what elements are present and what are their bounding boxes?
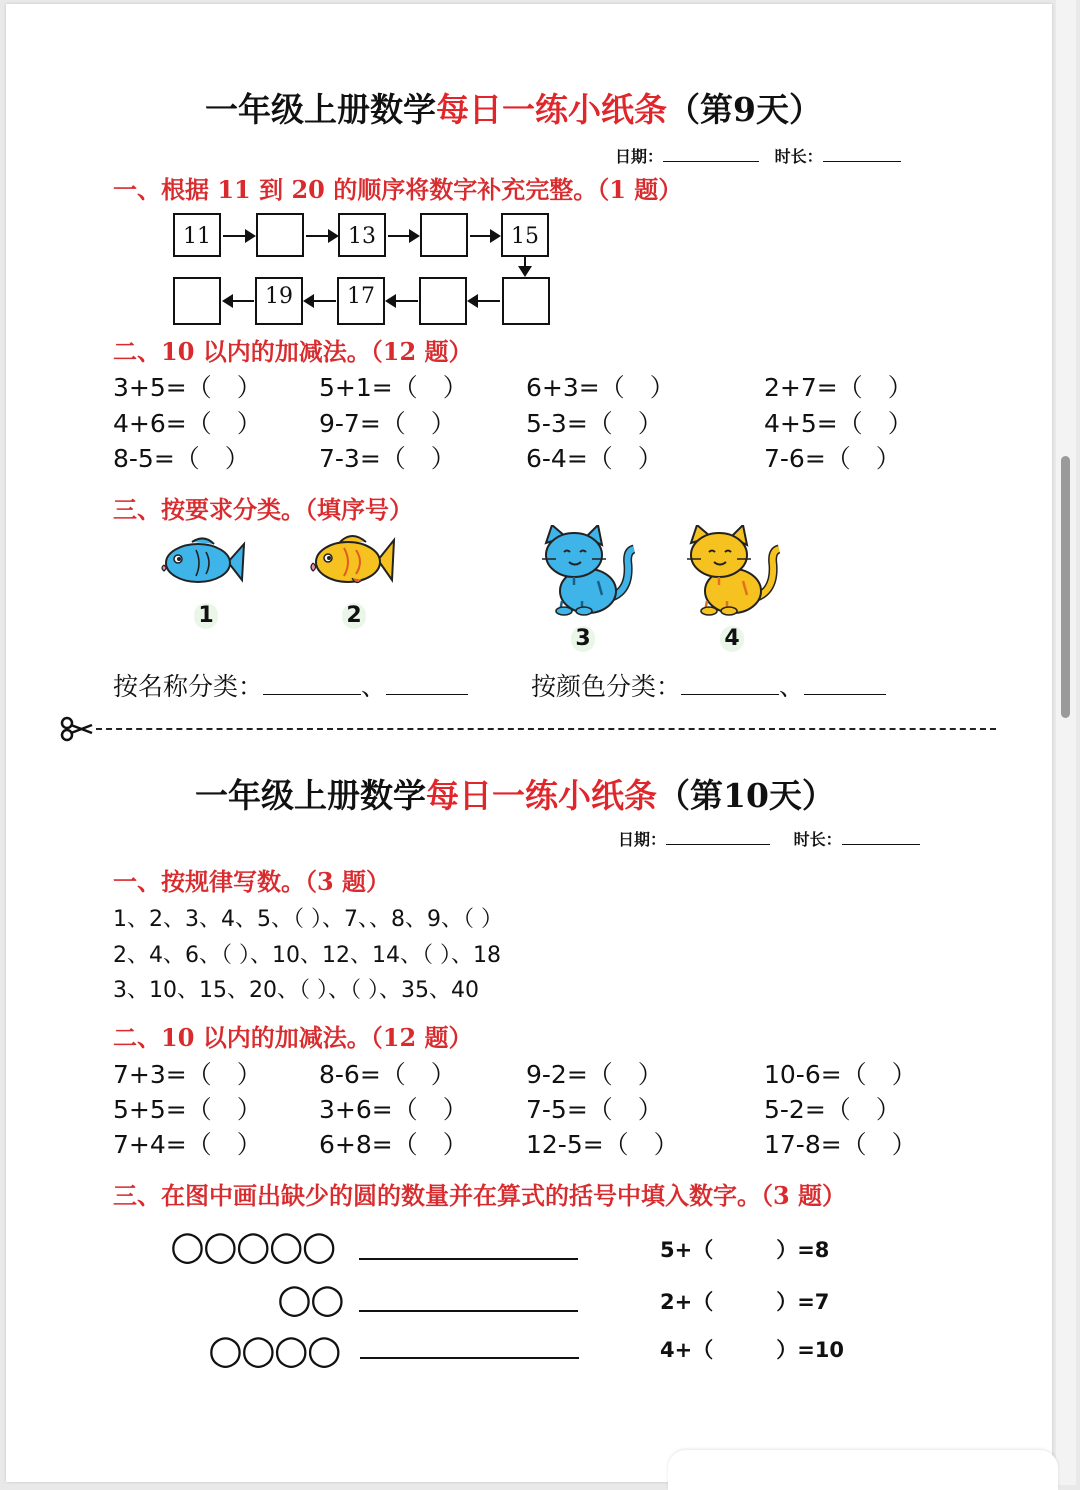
circle-row-2: ○○ xyxy=(277,1276,343,1322)
cut-line xyxy=(96,728,996,730)
title-red-part: 每日一练小纸条 xyxy=(436,90,667,129)
equation: 10-6=（ ） xyxy=(764,1060,917,1089)
arrow-left xyxy=(387,300,418,302)
classify-by-color xyxy=(531,667,886,703)
sequence-row: 3、10、15、20、（ ）、（ ）、35、40 xyxy=(113,978,479,1003)
chain-box-3: 13 xyxy=(338,213,386,257)
picture-number-2: 2 xyxy=(342,603,366,629)
blue-fish-icon xyxy=(158,532,246,592)
equation: 12-5=（ ） xyxy=(526,1130,679,1159)
equation: 5-3=（ ） xyxy=(526,409,663,438)
arrow-right xyxy=(306,235,337,237)
equation: 9-2=（ ） xyxy=(526,1060,663,1089)
title-day-part: （第9天） xyxy=(667,90,822,129)
day9-meta xyxy=(615,144,901,167)
sequence-row: 1、2、3、4、5、（ ）、7、、8、9、（ ） xyxy=(113,907,503,932)
title-black-part: 一年级上册数学 xyxy=(195,776,426,815)
classify-color-label: 按颜色分类： xyxy=(531,672,682,701)
arrow-right xyxy=(223,235,254,237)
arrow-left xyxy=(224,300,254,302)
equation: 3+6=（ ） xyxy=(319,1095,468,1124)
separator: 、 xyxy=(361,672,387,701)
day9-section2-title: 二、10 以内的加减法。（12 题） xyxy=(113,337,473,366)
day9-section3-title: 三、按要求分类。（填序号） xyxy=(113,495,413,524)
classify-by-name xyxy=(113,667,468,703)
duration-label: 时长： xyxy=(793,830,842,849)
circle-row-3: ○○○○ xyxy=(208,1327,340,1373)
day10-title xyxy=(195,770,835,817)
duration-blank xyxy=(823,161,901,162)
arrow-left xyxy=(305,300,336,302)
day9-title xyxy=(205,84,822,131)
chain-box-9: 19 xyxy=(255,277,303,325)
answer-line[interactable] xyxy=(360,1357,579,1359)
day10-section3-title: 三、在图中画出缺少的圆的数量并在算式的括号中填入数字。（3 题） xyxy=(113,1181,847,1210)
day10-section1-title: 一、按规律写数。（3 题） xyxy=(113,867,391,896)
equation: 7-3=（ ） xyxy=(319,444,456,473)
bottom-sheet-tab[interactable] xyxy=(668,1450,1058,1490)
date-label: 日期： xyxy=(618,830,667,849)
chain-box-2 xyxy=(256,213,304,257)
arrow-down xyxy=(524,257,526,275)
chain-box-6 xyxy=(502,277,550,325)
duration-blank xyxy=(842,844,920,845)
arrow-left xyxy=(469,300,500,302)
answer-line[interactable] xyxy=(359,1258,578,1260)
picture-number-3: 3 xyxy=(571,626,595,652)
classify-name-label: 按名称分类： xyxy=(113,672,264,701)
equation: 6+8=（ ） xyxy=(319,1130,468,1159)
equation: 5+5=（ ） xyxy=(113,1095,262,1124)
equation: 2+7=（ ） xyxy=(764,373,913,402)
equation: 7-6=（ ） xyxy=(764,444,901,473)
equation: 5-2=（ ） xyxy=(764,1095,901,1124)
equation: 7+4=（ ） xyxy=(113,1130,262,1159)
chain-box-7 xyxy=(419,277,467,325)
yellow-cat-icon xyxy=(683,525,783,617)
picture-number-4: 4 xyxy=(720,626,744,652)
scrollbar-thumb[interactable] xyxy=(1061,456,1070,718)
equation: 17-8=（ ） xyxy=(764,1130,917,1159)
day9-section1-title: 一、根据 11 到 20 的顺序将数字补充完整。（1 题） xyxy=(113,175,683,204)
equation: 9-7=（ ） xyxy=(319,409,456,438)
equation: 3+5=（ ） xyxy=(113,373,262,402)
scissors-icon xyxy=(60,716,94,742)
date-blank xyxy=(666,844,770,845)
title-red-part: 每日一练小纸条 xyxy=(426,776,657,815)
equation: 6+3=（ ） xyxy=(526,373,675,402)
arrow-right xyxy=(388,235,418,237)
chain-box-5: 15 xyxy=(501,213,549,257)
date-label: 日期： xyxy=(615,147,664,166)
picture-number-1: 1 xyxy=(194,603,218,629)
day10-section2-title: 二、10 以内的加减法。（12 题） xyxy=(113,1023,473,1052)
equation: 6-4=（ ） xyxy=(526,444,663,473)
answer-blank[interactable] xyxy=(804,694,886,695)
equation: 8-6=（ ） xyxy=(319,1060,456,1089)
equation: 4+6=（ ） xyxy=(113,409,262,438)
date-blank xyxy=(663,161,759,162)
yellow-fish-icon xyxy=(308,530,396,590)
equation: 4+5=（ ） xyxy=(764,409,913,438)
fill-equation-3: 4+（ ）=10 xyxy=(660,1338,845,1362)
chain-box-8: 17 xyxy=(337,277,385,325)
chain-box-1: 11 xyxy=(173,213,221,257)
equation: 5+1=（ ） xyxy=(319,373,468,402)
arrow-right xyxy=(470,235,499,237)
fill-equation-1: 5+（ ）=8 xyxy=(660,1238,830,1262)
equation: 7+3=（ ） xyxy=(113,1060,262,1089)
title-black-part: 一年级上册数学 xyxy=(205,90,436,129)
separator: 、 xyxy=(779,672,805,701)
day10-meta xyxy=(618,827,920,850)
answer-blank[interactable] xyxy=(263,694,361,695)
circle-row-1: ○○○○○ xyxy=(170,1223,335,1269)
title-day-part: （第10天） xyxy=(657,776,835,815)
scrollbar-track[interactable] xyxy=(1056,0,1076,1485)
equation: 7-5=（ ） xyxy=(526,1095,663,1124)
chain-box-4 xyxy=(420,213,468,257)
answer-line[interactable] xyxy=(359,1310,578,1312)
answer-blank[interactable] xyxy=(681,694,779,695)
answer-blank[interactable] xyxy=(386,694,468,695)
sequence-row: 2、4、6、（ ）、10、12、14、（ ）、18 xyxy=(113,943,501,968)
equation: 8-5=（ ） xyxy=(113,444,250,473)
blue-cat-icon xyxy=(538,525,638,617)
duration-label: 时长： xyxy=(774,147,823,166)
chain-box-10 xyxy=(173,277,221,325)
fill-equation-2: 2+（ ）=7 xyxy=(660,1290,830,1314)
